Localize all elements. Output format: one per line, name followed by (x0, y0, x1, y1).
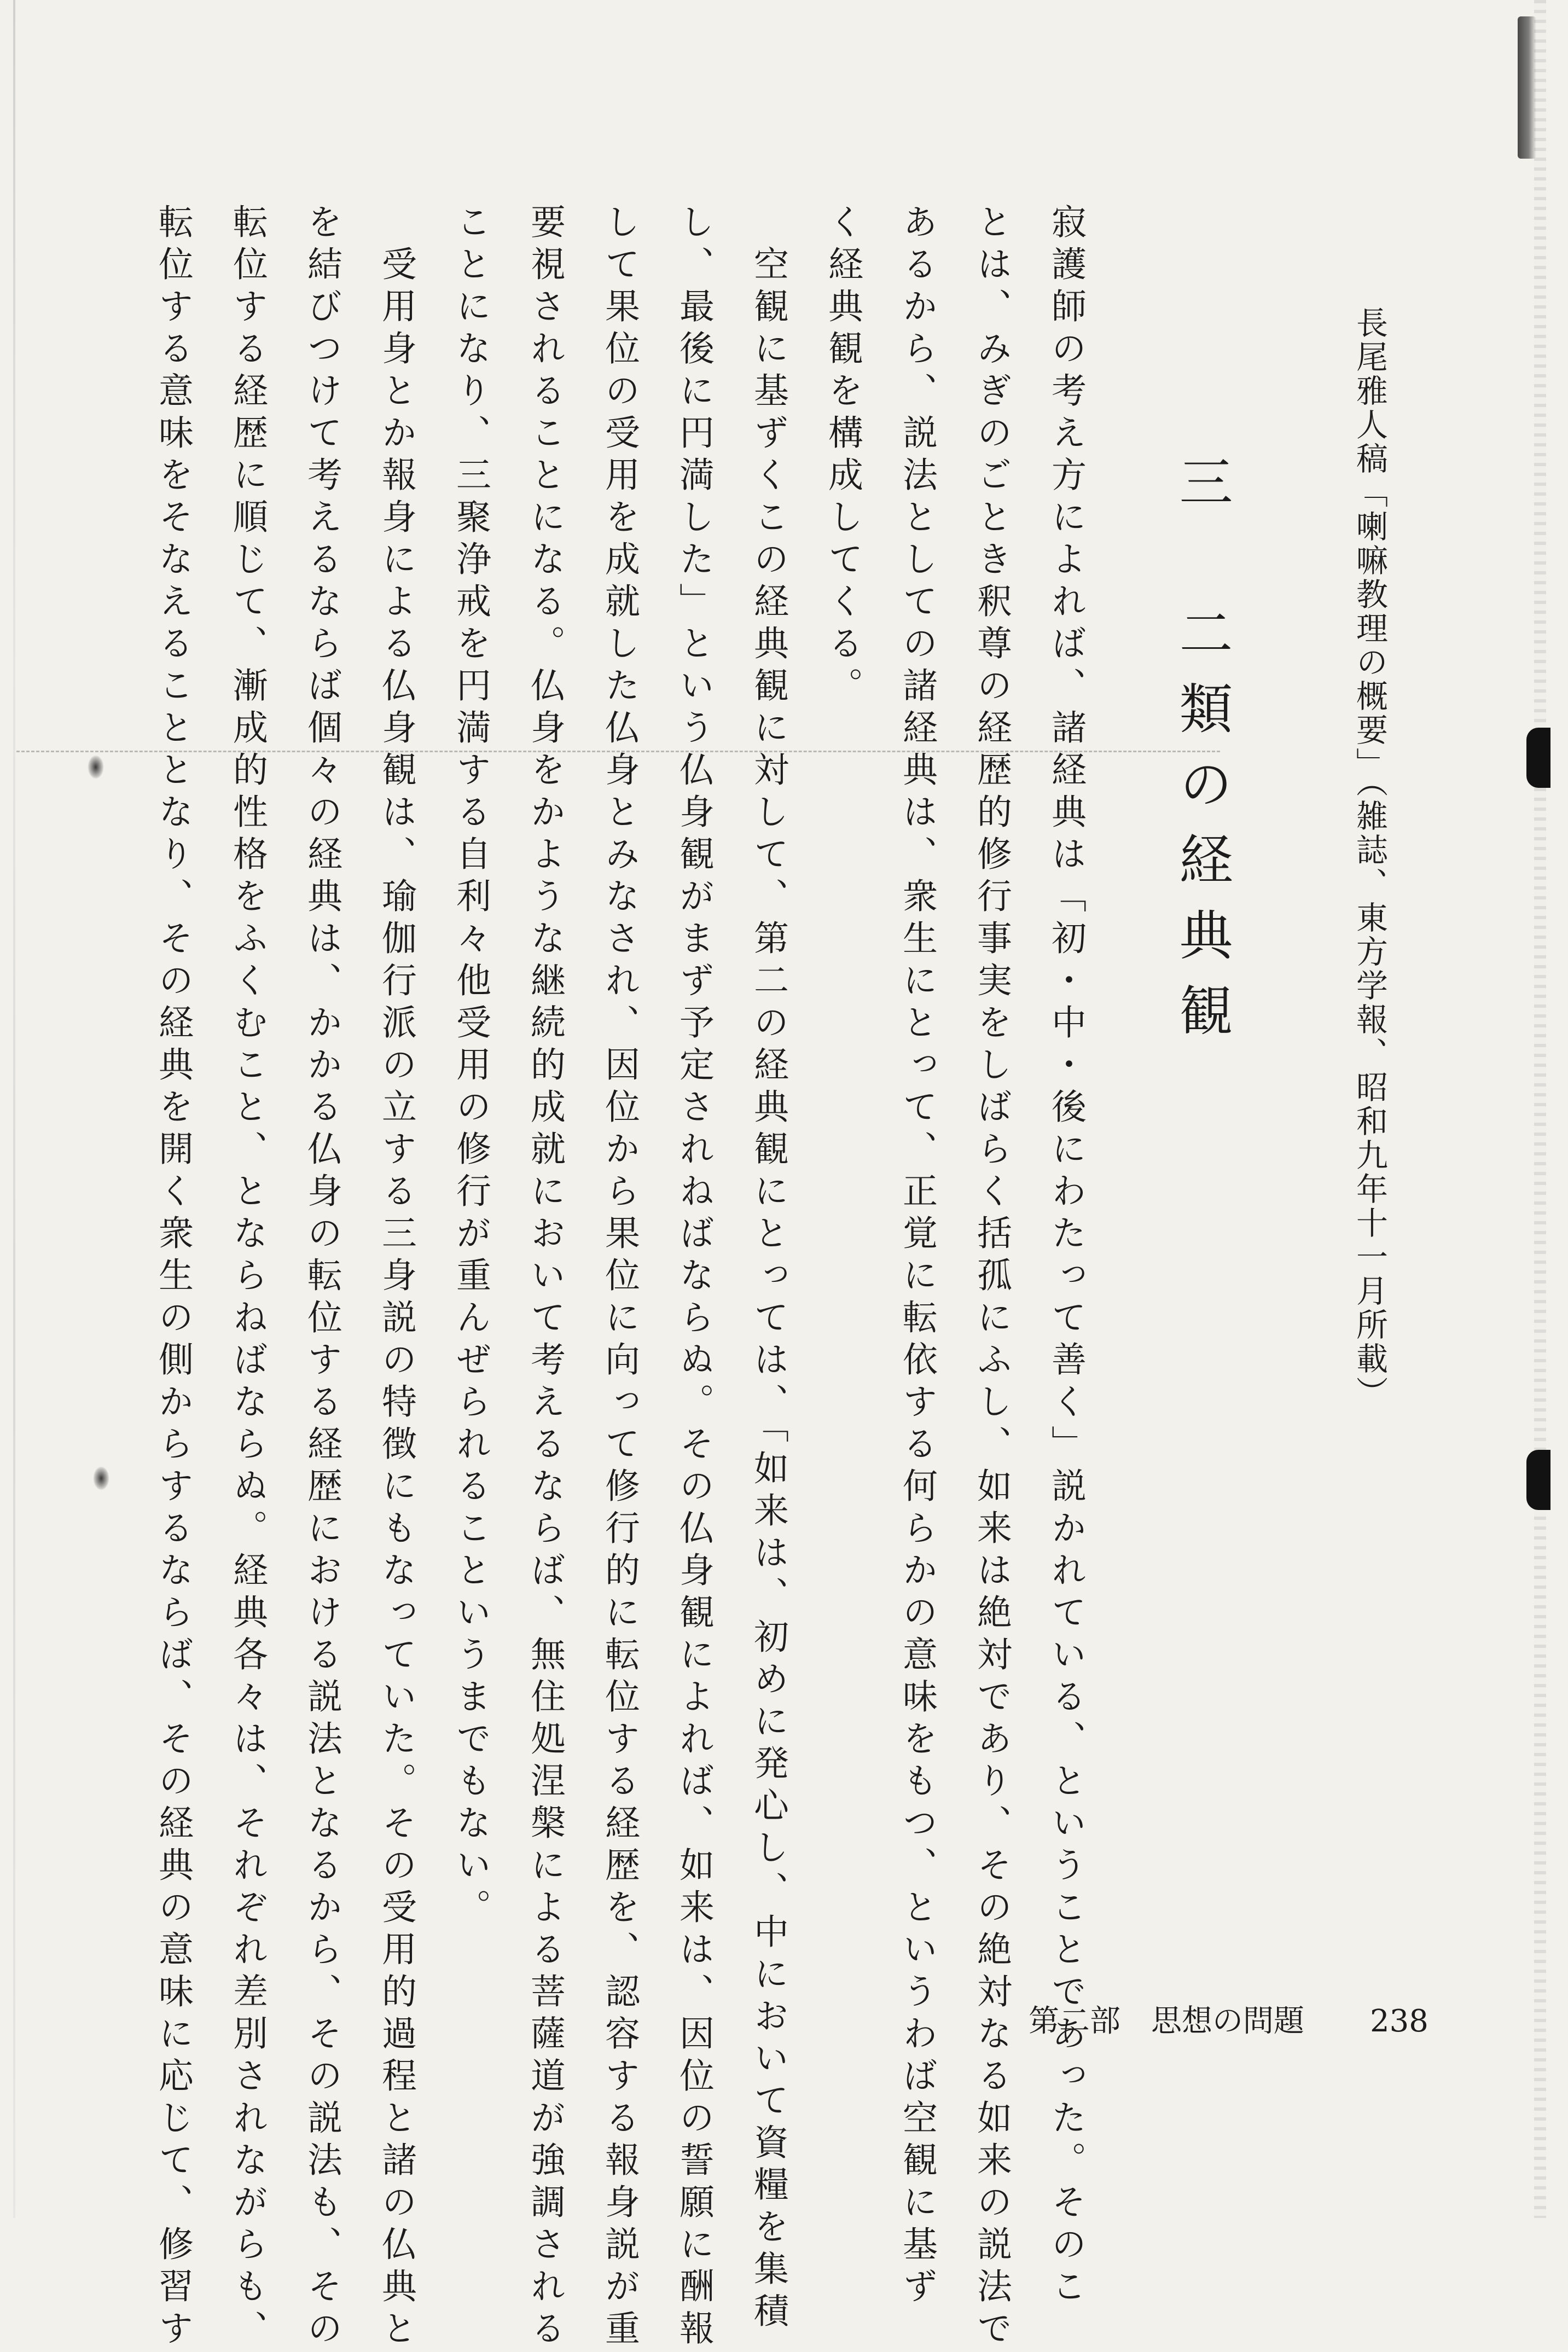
text-line: 受用身とか報身による仏身観は、瑜伽行派の立する三身説の特徴にもなっていた。その受用的過程と諸の仏典と (376, 204, 416, 2352)
text-line: を結びつけて考えるならば個々の経典は、かかる仏身の転位する経歴における説法となるから、その説法も、その (301, 204, 342, 2352)
scan-edge-right (1534, 0, 1546, 2218)
text-line: し、最後に円満した」という仏身観がまず予定されねばならぬ。その仏身観によれば、如来は、因位の誓願に酬報 (673, 204, 714, 2352)
smudge-mark (88, 755, 104, 779)
text-line: 空観に基ずくこの経典観に対して、第二の経典観にとっては、「如来は、初めに発心し、中において資糧を集積 (748, 204, 788, 2334)
text-line: して果位の受用を成就した仏身とみなされ、因位から果位に向って修行的に転位する経歴を、認容する報身説が重 (599, 204, 640, 2352)
text-line: あるから、説法としての諸経典は、衆生にとって、正覚に転依する何らかの意味をもつ、というわば空観に基ず (897, 204, 937, 2310)
section-heading: 三 二類の経典観 (1170, 454, 1233, 1058)
scan-edge-left (13, 0, 15, 2218)
text-line: 転位する経歴に順じて、漸成的性格をふくむこと、とならねばならぬ。経典各々は、それぞれ差別されながらも、 (227, 204, 268, 2352)
part-title: 第二部 思想の問題 (1029, 2003, 1304, 2039)
punch-hole-top (1526, 728, 1550, 788)
text-line: 要視されることになる。仏身をかような継続的成就において考えるならば、無住処涅槃による菩薩道が強調される (525, 204, 565, 2352)
text-line: ことになり、三聚浄戒を円満する自利々他受用の修行が重んぜられるこというまでもない。 (450, 204, 491, 1931)
source-note: 長尾雅人稿「喇嘛教理の概要」（雑誌、東方学報、昭和九年十一月所載） (1351, 306, 1388, 1410)
smudge-mark (93, 1466, 109, 1490)
scan-corner-mark (1518, 16, 1536, 159)
text-line: 転位する意味をそなえることとなり、その経典を開く衆生の側からするならば、その経典の意味に応じて、修習す (153, 204, 193, 2352)
page-footer (1029, 1997, 1428, 2041)
punch-hole-bottom (1526, 1450, 1550, 1510)
page-number: 238 (1370, 2003, 1428, 2039)
text-line: 寂護師の考え方によれば、諸経典は「初・中・後にわたって善く」説かれている、ということであった。そのこ (1046, 204, 1086, 2310)
text-line: く経典観を構成してくる。 (822, 204, 863, 709)
text-line: とは、みぎのごとき釈尊の経歴的修行事実をしばらく括孤にふし、如来は絶対であり、その絶対なる如来の説法で (971, 204, 1012, 2352)
